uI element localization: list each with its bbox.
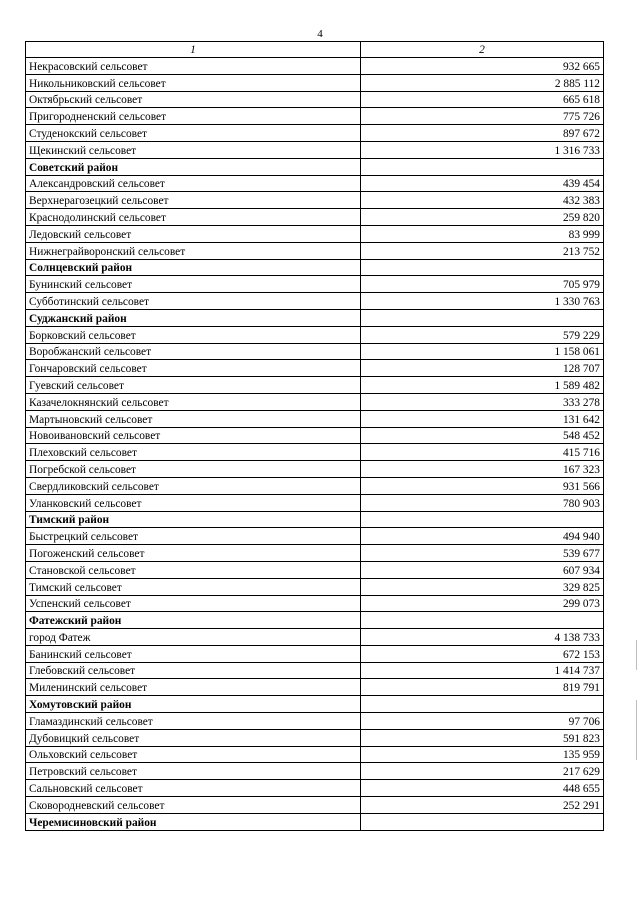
scan-edge-mark [636, 640, 637, 670]
amount-cell: 591 823 [361, 729, 604, 746]
table-row [26, 780, 604, 797]
table-row [26, 797, 604, 814]
settlement-name: Некрасовский сельсовет [26, 58, 361, 75]
district-name: Хомутовский район [26, 696, 361, 713]
settlement-name: Дубовицкий сельсовет [26, 729, 361, 746]
settlement-name: Плеховский сельсовет [26, 444, 361, 461]
amount-cell [361, 612, 604, 629]
table-row [26, 427, 604, 444]
table-row [26, 561, 604, 578]
table-row [26, 763, 604, 780]
settlement-name: Глебовский сельсовет [26, 662, 361, 679]
table-row [26, 242, 604, 259]
settlement-name: Ольховский сельсовет [26, 746, 361, 763]
table-row [26, 141, 604, 158]
settlement-name: Октябрьский сельсовет [26, 91, 361, 108]
table-row [26, 729, 604, 746]
amount-cell: 299 073 [361, 595, 604, 612]
settlement-name: Щекинский сельсовет [26, 141, 361, 158]
table-row [26, 629, 604, 646]
column-header-2: 2 [361, 42, 604, 58]
amount-cell [361, 259, 604, 276]
amount-cell: 432 383 [361, 192, 604, 209]
district-header-row [26, 309, 604, 326]
table-row [26, 595, 604, 612]
settlement-name: Ледовский сельсовет [26, 225, 361, 242]
amount-cell [361, 511, 604, 528]
table-row [26, 91, 604, 108]
scan-edge-mark [636, 700, 637, 760]
settlement-name: Погоженский сельсовет [26, 545, 361, 562]
amount-cell: 128 707 [361, 360, 604, 377]
amount-cell [361, 309, 604, 326]
table-row [26, 276, 604, 293]
amount-cell: 607 934 [361, 561, 604, 578]
amount-cell: 415 716 [361, 444, 604, 461]
amount-cell [361, 696, 604, 713]
amount-cell [361, 813, 604, 830]
table-row [26, 444, 604, 461]
settlement-name: Погребской сельсовет [26, 461, 361, 478]
settlement-name: Никольниковский сельсовет [26, 74, 361, 91]
amount-cell [361, 158, 604, 175]
budget-table [25, 41, 604, 831]
table-row [26, 58, 604, 75]
amount-cell: 705 979 [361, 276, 604, 293]
amount-cell: 217 629 [361, 763, 604, 780]
table-row [26, 645, 604, 662]
settlement-name: Сковородневский сельсовет [26, 797, 361, 814]
settlement-name: Миленинский сельсовет [26, 679, 361, 696]
amount-cell: 1 414 737 [361, 662, 604, 679]
table-row [26, 494, 604, 511]
amount-cell: 97 706 [361, 713, 604, 730]
amount-cell: 83 999 [361, 225, 604, 242]
amount-cell: 897 672 [361, 125, 604, 142]
settlement-name: Гончаровский сельсовет [26, 360, 361, 377]
settlement-name: Тимский сельсовет [26, 578, 361, 595]
district-name: Суджанский район [26, 309, 361, 326]
table-row [26, 326, 604, 343]
amount-cell: 1 589 482 [361, 377, 604, 394]
settlement-name: Сальновский сельсовет [26, 780, 361, 797]
settlement-name: Новоивановский сельсовет [26, 427, 361, 444]
settlement-name: город Фатеж [26, 629, 361, 646]
table-row [26, 545, 604, 562]
table-row [26, 679, 604, 696]
table-row [26, 713, 604, 730]
settlement-name: Верхнерагозецкий сельсовет [26, 192, 361, 209]
settlement-name: Успенский сельсовет [26, 595, 361, 612]
district-header-row [26, 259, 604, 276]
table-row [26, 293, 604, 310]
table-header-row [26, 42, 604, 58]
amount-cell: 1 330 763 [361, 293, 604, 310]
settlement-name: Пригородненский сельсовет [26, 108, 361, 125]
amount-cell: 579 229 [361, 326, 604, 343]
amount-cell: 1 316 733 [361, 141, 604, 158]
district-name: Фатежский район [26, 612, 361, 629]
amount-cell: 329 825 [361, 578, 604, 595]
table-row [26, 125, 604, 142]
table-row [26, 410, 604, 427]
table-row [26, 225, 604, 242]
amount-cell: 672 153 [361, 645, 604, 662]
amount-cell: 931 566 [361, 477, 604, 494]
amount-cell: 2 885 112 [361, 74, 604, 91]
district-header-row [26, 158, 604, 175]
table-row [26, 662, 604, 679]
table-row [26, 461, 604, 478]
settlement-name: Гламаздинский сельсовет [26, 713, 361, 730]
settlement-name: Становской сельсовет [26, 561, 361, 578]
table-row [26, 528, 604, 545]
settlement-name: Борковский сельсовет [26, 326, 361, 343]
amount-cell: 135 959 [361, 746, 604, 763]
column-header-1: 1 [26, 42, 361, 58]
settlement-name: Александровский сельсовет [26, 175, 361, 192]
district-header-row [26, 612, 604, 629]
amount-cell: 213 752 [361, 242, 604, 259]
district-name: Черемисиновский район [26, 813, 361, 830]
settlement-name: Краснодолинский сельсовет [26, 209, 361, 226]
page-number: 4 [317, 28, 323, 40]
amount-cell: 548 452 [361, 427, 604, 444]
district-name: Солнцевский район [26, 259, 361, 276]
amount-cell: 167 323 [361, 461, 604, 478]
settlement-name: Быстрецкий сельсовет [26, 528, 361, 545]
table-body [26, 58, 604, 831]
settlement-name: Банинский сельсовет [26, 645, 361, 662]
amount-cell: 439 454 [361, 175, 604, 192]
table-row [26, 477, 604, 494]
settlement-name: Студенокский сельсовет [26, 125, 361, 142]
amount-cell: 819 791 [361, 679, 604, 696]
amount-cell: 932 665 [361, 58, 604, 75]
amount-cell: 780 903 [361, 494, 604, 511]
amount-cell: 1 158 061 [361, 343, 604, 360]
table-row [26, 746, 604, 763]
amount-cell: 131 642 [361, 410, 604, 427]
table-row [26, 393, 604, 410]
amount-cell: 259 820 [361, 209, 604, 226]
table-row [26, 377, 604, 394]
district-header-row [26, 511, 604, 528]
settlement-name: Уланковский сельсовет [26, 494, 361, 511]
table-row [26, 343, 604, 360]
amount-cell: 539 677 [361, 545, 604, 562]
table-row [26, 175, 604, 192]
table-row [26, 108, 604, 125]
settlement-name: Мартыновский сельсовет [26, 410, 361, 427]
amount-cell: 448 655 [361, 780, 604, 797]
table-row [26, 360, 604, 377]
district-header-row [26, 813, 604, 830]
settlement-name: Казачелокнянский сельсовет [26, 393, 361, 410]
settlement-name: Субботинский сельсовет [26, 293, 361, 310]
amount-cell: 775 726 [361, 108, 604, 125]
settlement-name: Гуевский сельсовет [26, 377, 361, 394]
settlement-name: Петровский сельсовет [26, 763, 361, 780]
amount-cell: 494 940 [361, 528, 604, 545]
settlement-name: Воробжанский сельсовет [26, 343, 361, 360]
table-row [26, 209, 604, 226]
amount-cell: 333 278 [361, 393, 604, 410]
amount-cell: 4 138 733 [361, 629, 604, 646]
district-name: Тимский район [26, 511, 361, 528]
table-row [26, 192, 604, 209]
district-name: Советский район [26, 158, 361, 175]
district-header-row [26, 696, 604, 713]
amount-cell: 252 291 [361, 797, 604, 814]
table-row [26, 578, 604, 595]
amount-cell: 665 618 [361, 91, 604, 108]
settlement-name: Бунинский сельсовет [26, 276, 361, 293]
settlement-name: Свердликовский сельсовет [26, 477, 361, 494]
settlement-name: Нижнеграйворонский сельсовет [26, 242, 361, 259]
table-row [26, 74, 604, 91]
